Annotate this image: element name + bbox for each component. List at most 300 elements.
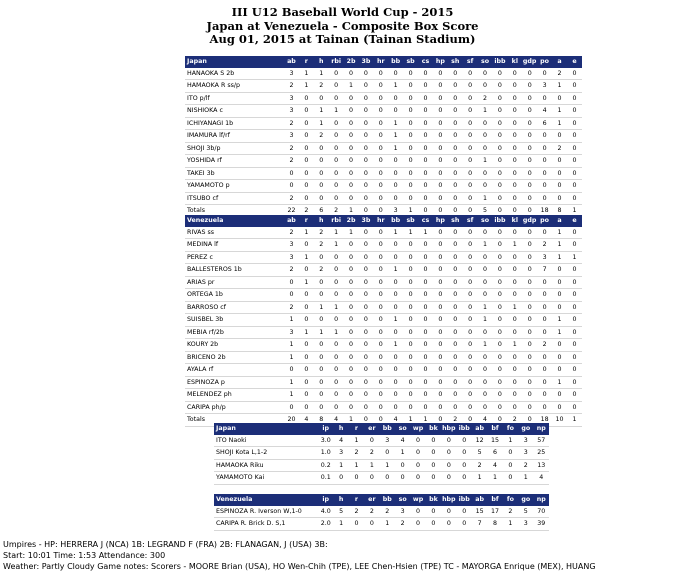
stat-bb: 1 [388, 339, 403, 352]
player-row [185, 376, 582, 389]
player-name: PEREZ c [185, 251, 284, 264]
stat-h: 0 [314, 289, 329, 302]
stat-hr: 0 [373, 105, 388, 118]
stat-cs: 0 [418, 105, 433, 118]
stat-gdp: 0 [522, 80, 537, 93]
stat-r: 0 [299, 301, 314, 314]
stat-r: 0 [299, 167, 314, 180]
stat-rbi: 0 [329, 264, 344, 277]
stat-2b: 1 [344, 205, 359, 218]
stat-po: 0 [537, 130, 552, 143]
column-header-ibb: ibb [457, 494, 472, 506]
stat-ip: 0.1 [318, 472, 333, 485]
stat-r: 0 [299, 155, 314, 168]
stat-rbi: 0 [329, 142, 344, 155]
stat-hr: 0 [373, 364, 388, 377]
stat-sb: 0 [403, 130, 418, 143]
stat-wp: 0 [410, 472, 425, 485]
stat-hp: 0 [433, 364, 448, 377]
stat-ip: 1.0 [318, 447, 333, 460]
stat-hr: 0 [373, 401, 388, 414]
player-name: YAMAMOTO Kai [214, 472, 318, 485]
stat-h: 1 [333, 518, 348, 531]
stat-ibb: 0 [457, 459, 472, 472]
stat-kl: 0 [507, 167, 522, 180]
stat-kl: 0 [507, 264, 522, 277]
stat-e: 0 [567, 239, 582, 252]
player-name: AYALA rf [185, 364, 284, 377]
stat-cs: 0 [418, 205, 433, 218]
stat-ab: 1 [284, 339, 299, 352]
stat-hp: 0 [433, 68, 448, 80]
column-header-h: h [333, 423, 348, 435]
stat-po: 0 [537, 92, 552, 105]
stat-wp: 0 [410, 447, 425, 460]
stat-sf: 0 [463, 276, 478, 289]
stat-gdp: 0 [522, 264, 537, 277]
player-row [185, 289, 582, 302]
stat-a: 0 [552, 192, 567, 205]
stat-bb: 0 [388, 401, 403, 414]
stat-e: 0 [567, 364, 582, 377]
column-header-ibb: ibb [457, 423, 472, 435]
player-name: IMAMURA lf/rf [185, 130, 284, 143]
stat-ab: 1 [284, 351, 299, 364]
stat-r: 0 [299, 142, 314, 155]
stat-bb: 1 [380, 459, 395, 472]
stat-gdp: 0 [522, 117, 537, 130]
stat-r: 0 [349, 518, 364, 531]
stat-np: 70 [533, 506, 549, 518]
stat-hp: 0 [433, 264, 448, 277]
stat-ab: 0 [284, 276, 299, 289]
stat-bk: 0 [426, 518, 441, 531]
stat-2b: 0 [344, 155, 359, 168]
stat-h: 1 [314, 117, 329, 130]
column-header-e: e [567, 215, 582, 227]
stat-a: 0 [552, 289, 567, 302]
totals-label: Totals [185, 205, 284, 218]
stat-3b: 0 [358, 364, 373, 377]
stat-sb: 0 [403, 142, 418, 155]
stat-rbi: 0 [329, 289, 344, 302]
stat-3b: 0 [358, 414, 373, 427]
stat-er: 0 [364, 472, 379, 485]
stat-a: 1 [552, 326, 567, 339]
stat-rbi: 0 [329, 339, 344, 352]
column-header-so: so [478, 56, 493, 68]
stat-ab: 2 [284, 155, 299, 168]
stat-2b: 0 [344, 314, 359, 327]
stat-cs: 0 [418, 289, 433, 302]
stat-a: 10 [552, 414, 567, 427]
stat-so: 1 [478, 105, 493, 118]
stat-rbi: 0 [329, 167, 344, 180]
column-header-wp: wp [410, 423, 425, 435]
stat-2b: 0 [344, 167, 359, 180]
stat-er: 0 [364, 518, 379, 531]
stat-ibb: 0 [492, 167, 507, 180]
stat-2b: 0 [344, 376, 359, 389]
stat-sf: 0 [463, 130, 478, 143]
stat-so: 4 [478, 414, 493, 427]
stat-h: 0 [314, 251, 329, 264]
stat-h: 0 [314, 389, 329, 402]
stat-ibb: 0 [492, 192, 507, 205]
venezuela-batting-table [185, 215, 582, 427]
stat-hr: 0 [373, 301, 388, 314]
stat-h: 1 [314, 301, 329, 314]
stat-kl: 0 [507, 276, 522, 289]
column-header-cs: cs [418, 56, 433, 68]
weather-notes-line: Weather: Partly Cloudy Game notes: Scorers - MOORE Brian (USA), HO Wen-Chih (TPE), LEE Chen-Hsien (TPE) TC - MAYORGA Enrique (MEX), HUANG [3, 562, 596, 571]
stat-kl: 0 [507, 389, 522, 402]
stat-bb: 1 [380, 518, 395, 531]
player-row [185, 251, 582, 264]
stat-ip: 3.0 [318, 435, 333, 447]
stat-hr: 0 [373, 276, 388, 289]
stat-ab: 5 [472, 447, 487, 460]
column-header-po: po [537, 56, 552, 68]
column-header-cs: cs [418, 215, 433, 227]
stat-bb: 0 [388, 289, 403, 302]
stat-rbi: 1 [329, 105, 344, 118]
stat-er: 2 [364, 506, 379, 518]
stat-hbp: 0 [441, 459, 456, 472]
stat-sh: 0 [448, 239, 463, 252]
stat-so: 0 [478, 276, 493, 289]
stat-sh: 0 [448, 155, 463, 168]
stat-np: 4 [533, 472, 549, 485]
column-header-3b: 3b [358, 56, 373, 68]
stat-cs: 0 [418, 339, 433, 352]
stat-sh: 0 [448, 192, 463, 205]
stat-sf: 0 [463, 314, 478, 327]
stat-gdp: 0 [522, 326, 537, 339]
stat-so: 0 [478, 227, 493, 239]
stat-r: 2 [299, 205, 314, 218]
box-score-header [0, 6, 685, 47]
stat-rbi: 0 [329, 251, 344, 264]
stat-np: 39 [533, 518, 549, 531]
stat-wp: 0 [410, 506, 425, 518]
stat-po: 3 [537, 80, 552, 93]
stat-hp: 0 [433, 130, 448, 143]
stat-bb: 1 [388, 227, 403, 239]
column-header-sh: sh [448, 215, 463, 227]
stat-cs: 0 [418, 401, 433, 414]
player-name: SUISBEL 3b [185, 314, 284, 327]
stat-bb: 3 [380, 435, 395, 447]
stat-sh: 0 [448, 376, 463, 389]
stat-a: 1 [552, 376, 567, 389]
stat-ab: 12 [472, 435, 487, 447]
stat-hr: 0 [373, 339, 388, 352]
stat-2b: 0 [344, 180, 359, 193]
stat-gdp: 0 [522, 142, 537, 155]
stat-sh: 0 [448, 276, 463, 289]
stat-rbi: 0 [329, 389, 344, 402]
stat-bb: 0 [388, 376, 403, 389]
stat-sh: 0 [448, 351, 463, 364]
stat-ibb: 0 [492, 205, 507, 218]
player-row [185, 401, 582, 414]
stat-sb: 0 [403, 251, 418, 264]
column-header-er: er [364, 423, 379, 435]
stat-bf: 4 [487, 459, 502, 472]
player-row [185, 105, 582, 118]
stat-po: 0 [537, 155, 552, 168]
stat-3b: 0 [358, 167, 373, 180]
stat-3b: 0 [358, 264, 373, 277]
stat-sf: 0 [463, 155, 478, 168]
stat-hp: 0 [433, 401, 448, 414]
stat-3b: 0 [358, 92, 373, 105]
stat-r: 1 [299, 251, 314, 264]
stat-sb: 0 [403, 92, 418, 105]
stat-sf: 0 [463, 289, 478, 302]
player-row [185, 192, 582, 205]
stat-ab: 3 [284, 92, 299, 105]
stat-r: 1 [299, 276, 314, 289]
stat-3b: 0 [358, 155, 373, 168]
player-name: MEDINA lf [185, 239, 284, 252]
stat-cs: 0 [418, 351, 433, 364]
stat-ibb: 0 [457, 518, 472, 531]
stat-so: 0 [478, 376, 493, 389]
player-name: BARROSO cf [185, 301, 284, 314]
stat-cs: 0 [418, 117, 433, 130]
stat-3b: 0 [358, 339, 373, 352]
stat-e: 0 [567, 301, 582, 314]
column-header-wp: wp [410, 494, 425, 506]
stat-so: 1 [395, 447, 410, 460]
player-name: ESPINOZA R. Iverson W,1-0 [214, 506, 318, 518]
stat-po: 0 [537, 326, 552, 339]
stat-2b: 0 [344, 301, 359, 314]
venezuela-pitching-table [214, 494, 549, 531]
stat-e: 0 [567, 389, 582, 402]
matchup-title: Japan at Venezuela - Composite Box Score [206, 18, 479, 33]
stat-ibb: 0 [492, 276, 507, 289]
stat-2b: 0 [344, 239, 359, 252]
stat-ibb: 0 [492, 364, 507, 377]
stat-3b: 0 [358, 227, 373, 239]
stat-cs: 0 [418, 376, 433, 389]
team-name: Japan [185, 56, 284, 68]
stat-sh: 0 [448, 227, 463, 239]
stat-cs: 0 [418, 276, 433, 289]
stat-sh: 0 [448, 167, 463, 180]
stat-e: 0 [567, 351, 582, 364]
stat-ibb: 0 [492, 239, 507, 252]
column-header-so: so [395, 494, 410, 506]
stat-hp: 0 [433, 326, 448, 339]
stat-sf: 0 [463, 264, 478, 277]
column-header-2b: 2b [344, 56, 359, 68]
stat-a: 0 [552, 264, 567, 277]
stat-e: 0 [567, 264, 582, 277]
stat-e: 0 [567, 227, 582, 239]
stat-so: 0 [478, 117, 493, 130]
stat-2b: 0 [344, 130, 359, 143]
stat-ab: 0 [284, 289, 299, 302]
stat-a: 0 [552, 155, 567, 168]
player-row [214, 506, 549, 518]
stat-kl: 0 [507, 130, 522, 143]
player-row [185, 227, 582, 239]
stat-rbi: 0 [329, 68, 344, 80]
stat-so: 4 [395, 435, 410, 447]
stat-3b: 0 [358, 401, 373, 414]
stat-2b: 0 [344, 276, 359, 289]
stat-sf: 0 [463, 117, 478, 130]
stat-gdp: 0 [522, 192, 537, 205]
stat-po: 3 [537, 251, 552, 264]
stat-kl: 1 [507, 239, 522, 252]
stat-a: 0 [552, 339, 567, 352]
stat-hr: 0 [373, 389, 388, 402]
stat-kl: 0 [507, 192, 522, 205]
column-header-3b: 3b [358, 215, 373, 227]
stat-cs: 0 [418, 192, 433, 205]
stat-hp: 0 [433, 180, 448, 193]
stat-sb: 1 [403, 205, 418, 218]
stat-hp: 0 [433, 142, 448, 155]
stat-bf: 8 [487, 518, 502, 531]
stat-rbi: 0 [329, 364, 344, 377]
column-header-hp: hp [433, 56, 448, 68]
stat-np: 13 [533, 459, 549, 472]
stat-bb: 0 [388, 105, 403, 118]
stat-hr: 0 [373, 155, 388, 168]
column-header-hbp: hbp [441, 494, 456, 506]
stat-go: 5 [518, 506, 533, 518]
stat-2b: 0 [344, 351, 359, 364]
stat-r: 0 [299, 364, 314, 377]
stat-e: 0 [567, 68, 582, 80]
stat-sh: 0 [448, 364, 463, 377]
player-row [185, 80, 582, 93]
stat-bb: 0 [388, 364, 403, 377]
stat-2b: 1 [344, 80, 359, 93]
stat-po: 0 [537, 167, 552, 180]
stat-3b: 0 [358, 192, 373, 205]
stat-so: 0 [478, 289, 493, 302]
stat-hr: 0 [373, 314, 388, 327]
stat-po: 0 [537, 364, 552, 377]
stat-gdp: 0 [522, 167, 537, 180]
stat-rbi: 0 [329, 92, 344, 105]
column-header-h: h [314, 56, 329, 68]
stat-sb: 0 [403, 326, 418, 339]
stat-gdp: 0 [522, 364, 537, 377]
stat-gdp: 0 [522, 68, 537, 80]
stat-bb: 1 [388, 264, 403, 277]
stat-a: 1 [552, 314, 567, 327]
stat-kl: 0 [507, 117, 522, 130]
stat-ibb: 0 [492, 414, 507, 427]
stat-r: 1 [349, 435, 364, 447]
stat-hp: 0 [433, 276, 448, 289]
stat-po: 0 [537, 142, 552, 155]
stat-e: 0 [567, 376, 582, 389]
stat-h: 6 [314, 205, 329, 218]
stat-bb: 0 [388, 351, 403, 364]
player-row [214, 447, 549, 460]
stat-kl: 0 [507, 105, 522, 118]
stat-ibb: 0 [492, 264, 507, 277]
stat-ibb: 0 [457, 472, 472, 485]
stat-h: 0 [314, 314, 329, 327]
stat-r: 0 [299, 192, 314, 205]
column-header-hbp: hbp [441, 423, 456, 435]
stat-ibb: 0 [492, 301, 507, 314]
column-header-gdp: gdp [522, 56, 537, 68]
stat-gdp: 0 [522, 227, 537, 239]
stat-hr: 0 [373, 130, 388, 143]
stat-bb: 1 [388, 80, 403, 93]
stat-rbi: 0 [329, 401, 344, 414]
stat-ab: 1 [284, 376, 299, 389]
stat-a: 1 [552, 105, 567, 118]
stat-2b: 1 [344, 227, 359, 239]
column-header-fo: fo [503, 423, 518, 435]
stat-kl: 0 [507, 314, 522, 327]
stat-cs: 0 [418, 130, 433, 143]
stat-sh: 0 [448, 389, 463, 402]
player-name: ITO p/lf [185, 92, 284, 105]
column-header-hp: hp [433, 215, 448, 227]
stat-h: 2 [314, 239, 329, 252]
stat-bk: 0 [426, 472, 441, 485]
stat-rbi: 1 [329, 301, 344, 314]
player-row [185, 92, 582, 105]
stat-so: 0 [478, 68, 493, 80]
stat-sh: 0 [448, 326, 463, 339]
stat-rbi: 0 [329, 376, 344, 389]
stat-e: 1 [567, 414, 582, 427]
player-name: ORTEGA 1b [185, 289, 284, 302]
column-header-r: r [349, 423, 364, 435]
stat-h: 4 [333, 435, 348, 447]
stat-cs: 0 [418, 326, 433, 339]
stat-hr: 0 [373, 414, 388, 427]
column-header-bb: bb [388, 215, 403, 227]
stat-e: 0 [567, 80, 582, 93]
stat-hp: 0 [433, 251, 448, 264]
stat-sf: 0 [463, 105, 478, 118]
stat-rbi: 1 [329, 227, 344, 239]
stat-po: 0 [537, 180, 552, 193]
stat-hp: 0 [433, 105, 448, 118]
stat-gdp: 0 [522, 314, 537, 327]
stat-r: 0 [299, 130, 314, 143]
stat-ibb: 0 [492, 92, 507, 105]
stat-sh: 0 [448, 117, 463, 130]
stat-sh: 0 [448, 105, 463, 118]
stat-bk: 0 [426, 435, 441, 447]
stat-ab: 3 [284, 105, 299, 118]
stat-cs: 0 [418, 92, 433, 105]
stat-po: 0 [537, 227, 552, 239]
stat-h: 2 [314, 227, 329, 239]
stat-3b: 0 [358, 105, 373, 118]
stat-bf: 15 [487, 435, 502, 447]
stat-po: 2 [537, 239, 552, 252]
stat-cs: 0 [418, 155, 433, 168]
stat-2b: 0 [344, 389, 359, 402]
